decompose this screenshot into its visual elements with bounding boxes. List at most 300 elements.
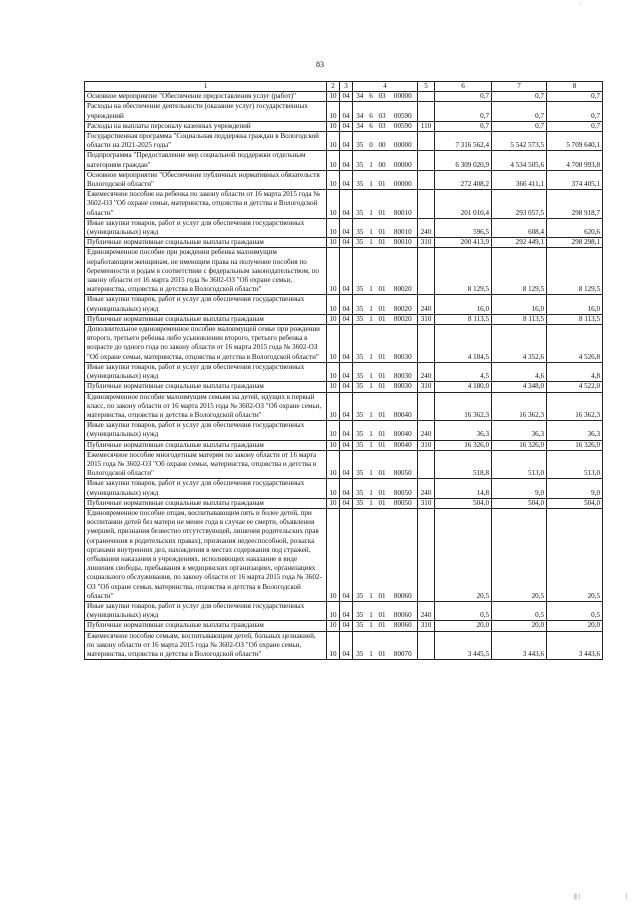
table-row xyxy=(85,151,603,170)
header-cell-8: 8 xyxy=(547,82,603,92)
cell-expense-type xyxy=(418,92,435,102)
cell-section: 10 xyxy=(327,248,340,295)
table-row xyxy=(85,248,603,295)
cell-name: Ежемесячное пособие семьям, воспитывающим детей, больных целиакией, по закону области от 16 марта 2015 года № 3602-ОЗ "Об охране семьи, материнства, отцовства и детства в Вологодской области" xyxy=(85,631,327,660)
cell-name: Ежемесячное пособие многодетным матерям по закону области от 16 марта 2015 года № 3602-ОЗ "Об охране семьи, материнства, отцовства и детства в Вологодской области" xyxy=(85,450,327,479)
cell-amount-2021: 20,5 xyxy=(435,508,492,601)
cell-target-program: 35 xyxy=(353,479,367,498)
cell-subsection: 04 xyxy=(340,631,353,660)
cell-name: Основное мероприятие "Обеспечение публичных нормативных обязательств Вологодской области" xyxy=(85,170,327,189)
cell-amount-2023: 0,5 xyxy=(547,601,603,620)
cell-section: 10 xyxy=(327,92,340,102)
cell-target-subprogram: 1 xyxy=(367,440,376,450)
cell-amount-2021: 518,8 xyxy=(435,450,492,479)
cell-expense-type: 310 xyxy=(418,238,435,248)
cell-target-event: 03 xyxy=(376,92,389,102)
cell-amount-2021: 7 316 562,4 xyxy=(435,132,492,151)
cell-target-event: 01 xyxy=(376,218,389,237)
cell-section: 10 xyxy=(327,621,340,631)
cell-name: Иные закупки товаров, работ и услуг для обеспечения государственных (муниципальных) нужд xyxy=(85,362,327,381)
cell-subsection: 04 xyxy=(340,325,353,363)
cell-subsection: 04 xyxy=(340,218,353,237)
cell-expense-type xyxy=(418,151,435,170)
cell-target-program: 35 xyxy=(353,498,367,508)
cell-amount-2023: 9,0 xyxy=(547,479,603,498)
cell-subsection: 04 xyxy=(340,190,353,219)
cell-target-program: 35 xyxy=(353,238,367,248)
cell-amount-2023: 4,8 xyxy=(547,362,603,381)
cell-target-event: 01 xyxy=(376,190,389,219)
cell-target-direction: 00590 xyxy=(389,102,418,121)
cell-target-event: 01 xyxy=(376,325,389,363)
cell-target-program: 34 xyxy=(353,92,367,102)
cell-target-subprogram: 6 xyxy=(367,102,376,121)
header-cell-5: 5 xyxy=(418,82,435,92)
table-row xyxy=(85,631,603,660)
cell-amount-2021: 8 113,5 xyxy=(435,314,492,324)
cell-amount-2021: 6 309 020,9 xyxy=(435,151,492,170)
cell-amount-2021: 272 408,2 xyxy=(435,170,492,189)
cell-target-event: 00 xyxy=(376,132,389,151)
cell-section: 10 xyxy=(327,314,340,324)
cell-section: 10 xyxy=(327,362,340,381)
cell-amount-2021: 0,7 xyxy=(435,121,492,131)
cell-amount-2022: 4 534 505,6 xyxy=(492,151,547,170)
cell-amount-2022: 36,3 xyxy=(492,421,547,440)
cell-target-direction: 80070 xyxy=(389,631,418,660)
cell-target-subprogram: 1 xyxy=(367,392,376,421)
cell-amount-2022: 20,5 xyxy=(492,508,547,601)
cell-amount-2023: 298 298,1 xyxy=(547,238,603,248)
cell-amount-2023: 504,0 xyxy=(547,498,603,508)
cell-target-program: 35 xyxy=(353,170,367,189)
cell-amount-2023: 0,7 xyxy=(547,92,603,102)
cell-subsection: 04 xyxy=(340,479,353,498)
cell-amount-2022: 16 326,0 xyxy=(492,440,547,450)
cell-target-subprogram: 1 xyxy=(367,248,376,295)
cell-target-subprogram: 6 xyxy=(367,92,376,102)
table-row xyxy=(85,92,603,102)
table-row xyxy=(85,382,603,392)
cell-amount-2021: 36,3 xyxy=(435,421,492,440)
header-cell-7: 7 xyxy=(492,82,547,92)
cell-target-event: 01 xyxy=(376,248,389,295)
cell-expense-type xyxy=(418,508,435,601)
cell-expense-type: 240 xyxy=(418,218,435,237)
cell-amount-2021: 0,7 xyxy=(435,102,492,121)
cell-amount-2022: 8 113,5 xyxy=(492,314,547,324)
cell-subsection: 04 xyxy=(340,392,353,421)
cell-target-direction: 80010 xyxy=(389,238,418,248)
cell-amount-2021: 14,8 xyxy=(435,479,492,498)
cell-target-event: 01 xyxy=(376,631,389,660)
cell-name: Публичные нормативные социальные выплаты гражданам xyxy=(85,238,327,248)
cell-expense-type: 310 xyxy=(418,498,435,508)
cell-section: 10 xyxy=(327,392,340,421)
cell-subsection: 04 xyxy=(340,314,353,324)
cell-target-event: 01 xyxy=(376,479,389,498)
cell-amount-2022: 16 362,3 xyxy=(492,392,547,421)
budget-table xyxy=(84,81,603,660)
header-cell-6: 6 xyxy=(435,82,492,92)
cell-expense-type xyxy=(418,325,435,363)
cell-target-subprogram: 1 xyxy=(367,621,376,631)
cell-target-subprogram: 1 xyxy=(367,314,376,324)
cell-amount-2023: 4 700 993,8 xyxy=(547,151,603,170)
cell-name: Ежемесячное пособие на ребенка по закону области от 16 марта 2015 года № 3602-ОЗ "Об охране семьи, материнства, отцовства и детства в Вологодской области" xyxy=(85,190,327,219)
cell-target-event: 01 xyxy=(376,621,389,631)
cell-name: Публичные нормативные социальные выплаты гражданам xyxy=(85,621,327,631)
cell-target-program: 35 xyxy=(353,362,367,381)
cell-subsection: 04 xyxy=(340,132,353,151)
table-row xyxy=(85,295,603,314)
scan-mark: · xyxy=(579,0,582,8)
cell-expense-type: 310 xyxy=(418,440,435,450)
cell-amount-2022: 0,5 xyxy=(492,601,547,620)
cell-amount-2023: 16 362,3 xyxy=(547,392,603,421)
cell-target-direction: 00000 xyxy=(389,151,418,170)
cell-subsection: 04 xyxy=(340,248,353,295)
cell-target-subprogram: 1 xyxy=(367,362,376,381)
cell-name: Единовременное пособие отцам, воспитывающим пять и более детей, при воспитании детей без матери не менее года в случае ее смерти, объявления умершей, признания безвестно отсутствующей, лишения родительских прав (ограничения в родительских правах), признания недееспособной, розыска органами внутренних дел, нахождения в местах содержания под стражей, отбывания наказания в учреждениях, исполняющих наказание в виде лишения свободы, пребывания в медицинских организациях, организациях социального обслуживания, по закону области от 16 марта 2015 года № 3602-ОЗ "Об охране семьи, материнства, отцовства и детства в Вологодской области" xyxy=(85,508,327,601)
cell-target-direction: 80060 xyxy=(389,508,418,601)
cell-target-event: 01 xyxy=(376,440,389,450)
cell-target-direction: 00000 xyxy=(389,170,418,189)
cell-target-direction: 80030 xyxy=(389,362,418,381)
cell-target-subprogram: 1 xyxy=(367,170,376,189)
cell-target-program: 35 xyxy=(353,450,367,479)
cell-subsection: 04 xyxy=(340,92,353,102)
cell-section: 10 xyxy=(327,450,340,479)
cell-target-direction: 80030 xyxy=(389,382,418,392)
cell-name: Публичные нормативные социальные выплаты гражданам xyxy=(85,498,327,508)
cell-target-direction: 80050 xyxy=(389,479,418,498)
cell-target-subprogram: 1 xyxy=(367,151,376,170)
table-row xyxy=(85,392,603,421)
cell-expense-type xyxy=(418,102,435,121)
cell-amount-2022: 0,7 xyxy=(492,121,547,131)
cell-target-subprogram: 1 xyxy=(367,421,376,440)
cell-target-event: 01 xyxy=(376,170,389,189)
cell-target-program: 35 xyxy=(353,190,367,219)
cell-name: Государственная программа "Социальная поддержка граждан в Вологодской области на 2021-2025 годы" xyxy=(85,132,327,151)
cell-target-event: 01 xyxy=(376,450,389,479)
cell-section: 10 xyxy=(327,170,340,189)
cell-target-program: 35 xyxy=(353,382,367,392)
cell-amount-2023: 8 129,5 xyxy=(547,248,603,295)
cell-subsection: 04 xyxy=(340,498,353,508)
cell-expense-type: 240 xyxy=(418,362,435,381)
table-row xyxy=(85,621,603,631)
cell-section: 10 xyxy=(327,631,340,660)
table-body xyxy=(85,92,603,660)
cell-target-subprogram: 1 xyxy=(367,238,376,248)
cell-amount-2023: 0,7 xyxy=(547,102,603,121)
cell-amount-2023: 20,5 xyxy=(547,508,603,601)
cell-name: Единовременное пособие малоимущим семьям на детей, идущих в первый класс, по закону области от 16 марта 2015 года № 3602-ОЗ "Об охране семьи, материнства, отцовства и детства в Вологодской области" xyxy=(85,392,327,421)
cell-expense-type: 310 xyxy=(418,621,435,631)
cell-target-direction: 80020 xyxy=(389,295,418,314)
cell-amount-2022: 4 352,6 xyxy=(492,325,547,363)
cell-target-program: 35 xyxy=(353,601,367,620)
cell-target-direction: 80040 xyxy=(389,392,418,421)
cell-amount-2022: 366 411,1 xyxy=(492,170,547,189)
cell-target-subprogram: 0 xyxy=(367,132,376,151)
cell-amount-2023: 36,3 xyxy=(547,421,603,440)
cell-subsection: 04 xyxy=(340,450,353,479)
cell-target-event: 01 xyxy=(376,314,389,324)
cell-amount-2022: 292 449,1 xyxy=(492,238,547,248)
cell-target-subprogram: 1 xyxy=(367,498,376,508)
cell-subsection: 04 xyxy=(340,102,353,121)
cell-amount-2021: 20,0 xyxy=(435,621,492,631)
header-cell-3: 3 xyxy=(340,82,353,92)
cell-target-direction: 80010 xyxy=(389,190,418,219)
cell-target-direction: 80020 xyxy=(389,314,418,324)
cell-target-subprogram: 1 xyxy=(367,218,376,237)
cell-subsection: 04 xyxy=(340,382,353,392)
cell-section: 10 xyxy=(327,151,340,170)
cell-target-event: 03 xyxy=(376,102,389,121)
cell-amount-2023: 3 443,6 xyxy=(547,631,603,660)
cell-target-event: 01 xyxy=(376,362,389,381)
cell-target-event: 00 xyxy=(376,151,389,170)
cell-expense-type xyxy=(418,450,435,479)
cell-target-program: 35 xyxy=(353,621,367,631)
scan-mark: | xyxy=(626,894,628,900)
cell-name: Иные закупки товаров, работ и услуг для обеспечения государственных (муниципальных) нужд xyxy=(85,421,327,440)
cell-target-direction: 00000 xyxy=(389,92,418,102)
cell-target-program: 35 xyxy=(353,392,367,421)
table-row xyxy=(85,421,603,440)
cell-section: 10 xyxy=(327,121,340,131)
cell-amount-2021: 201 010,4 xyxy=(435,190,492,219)
cell-subsection: 04 xyxy=(340,238,353,248)
cell-amount-2023: 298 918,7 xyxy=(547,190,603,219)
cell-target-direction: 80050 xyxy=(389,498,418,508)
cell-target-direction: 80040 xyxy=(389,421,418,440)
cell-target-program: 35 xyxy=(353,151,367,170)
cell-amount-2023: 5 709 640,1 xyxy=(547,132,603,151)
cell-target-direction: 80010 xyxy=(389,218,418,237)
cell-target-event: 01 xyxy=(376,238,389,248)
cell-expense-type xyxy=(418,631,435,660)
cell-amount-2023: 16 326,0 xyxy=(547,440,603,450)
cell-target-program: 34 xyxy=(353,121,367,131)
cell-subsection: 04 xyxy=(340,508,353,601)
cell-amount-2021: 0,5 xyxy=(435,601,492,620)
cell-name: Единовременное пособие при рождении ребенка малоимущим неработающим женщинам, не имеющим права на получение пособия по беременности и родам в соответствии с федеральным законодательством, по закону области от 16 марта 2015 года № 3602-ОЗ "Об охране семьи, материнства, отцовства и детства в Вологодской области" xyxy=(85,248,327,295)
cell-amount-2023: 4 526,8 xyxy=(547,325,603,363)
cell-subsection: 04 xyxy=(340,621,353,631)
cell-amount-2022: 4 348,0 xyxy=(492,382,547,392)
cell-section: 10 xyxy=(327,601,340,620)
table-row xyxy=(85,362,603,381)
cell-subsection: 04 xyxy=(340,440,353,450)
cell-amount-2023: 16,0 xyxy=(547,295,603,314)
cell-target-program: 35 xyxy=(353,248,367,295)
table-row xyxy=(85,190,603,219)
cell-amount-2022: 513,0 xyxy=(492,450,547,479)
cell-amount-2021: 0,7 xyxy=(435,92,492,102)
cell-target-event: 01 xyxy=(376,601,389,620)
cell-section: 10 xyxy=(327,508,340,601)
cell-amount-2021: 16 362,3 xyxy=(435,392,492,421)
cell-target-event: 01 xyxy=(376,498,389,508)
cell-expense-type: 310 xyxy=(418,382,435,392)
cell-target-subprogram: 1 xyxy=(367,295,376,314)
cell-target-subprogram: 1 xyxy=(367,631,376,660)
cell-target-program: 35 xyxy=(353,132,367,151)
cell-target-event: 03 xyxy=(376,121,389,131)
cell-amount-2023: 20,0 xyxy=(547,621,603,631)
scan-mark: ||| | xyxy=(574,894,581,900)
cell-target-subprogram: 1 xyxy=(367,601,376,620)
table-row xyxy=(85,325,603,363)
cell-target-program: 35 xyxy=(353,440,367,450)
cell-expense-type: 310 xyxy=(418,314,435,324)
cell-expense-type: 240 xyxy=(418,479,435,498)
cell-section: 10 xyxy=(327,190,340,219)
cell-section: 10 xyxy=(327,102,340,121)
cell-name: Иные закупки товаров, работ и услуг для обеспечения государственных (муниципальных) нужд xyxy=(85,479,327,498)
cell-subsection: 04 xyxy=(340,421,353,440)
cell-target-program: 35 xyxy=(353,631,367,660)
cell-target-event: 01 xyxy=(376,295,389,314)
cell-name: Расходы на обеспечение деятельности (оказание услуг) государственных учреждений xyxy=(85,102,327,121)
cell-amount-2022: 293 057,5 xyxy=(492,190,547,219)
cell-expense-type: 240 xyxy=(418,601,435,620)
cell-subsection: 04 xyxy=(340,170,353,189)
cell-name: Публичные нормативные социальные выплаты гражданам xyxy=(85,440,327,450)
cell-amount-2021: 596,5 xyxy=(435,218,492,237)
cell-target-subprogram: 6 xyxy=(367,121,376,131)
cell-target-subprogram: 1 xyxy=(367,382,376,392)
cell-expense-type xyxy=(418,392,435,421)
header-cell-2: 2 xyxy=(327,82,340,92)
cell-amount-2021: 16,0 xyxy=(435,295,492,314)
cell-amount-2022: 5 542 573,5 xyxy=(492,132,547,151)
cell-section: 10 xyxy=(327,382,340,392)
cell-target-event: 01 xyxy=(376,508,389,601)
cell-name: Расходы на выплаты персоналу казенных учреждений xyxy=(85,121,327,131)
table-row xyxy=(85,450,603,479)
cell-target-direction: 00590 xyxy=(389,121,418,131)
cell-section: 10 xyxy=(327,218,340,237)
table-row xyxy=(85,218,603,237)
cell-section: 10 xyxy=(327,479,340,498)
cell-section: 10 xyxy=(327,295,340,314)
cell-amount-2021: 8 129,5 xyxy=(435,248,492,295)
cell-amount-2023: 374 405,1 xyxy=(547,170,603,189)
cell-target-program: 34 xyxy=(353,102,367,121)
cell-amount-2021: 4 184,5 xyxy=(435,325,492,363)
cell-amount-2021: 200 413,9 xyxy=(435,238,492,248)
cell-amount-2023: 0,7 xyxy=(547,121,603,131)
cell-amount-2023: 513,0 xyxy=(547,450,603,479)
table-row xyxy=(85,440,603,450)
cell-name: Дополнительное единовременное пособие малоимущей семье при рождении второго, третьего ребенка либо усыновлении второго, третьего ребенка в возрасте до одного года по закону области от 16 марта 2015 года № 3602-ОЗ "Об охране семьи, материнства, отцовства и детства в Вологодской области" xyxy=(85,325,327,363)
cell-target-subprogram: 1 xyxy=(367,190,376,219)
cell-amount-2021: 3 445,5 xyxy=(435,631,492,660)
cell-section: 10 xyxy=(327,440,340,450)
cell-section: 10 xyxy=(327,498,340,508)
cell-target-direction: 80040 xyxy=(389,440,418,450)
header-cell-1: 1 xyxy=(85,82,327,92)
cell-name: Иные закупки товаров, работ и услуг для обеспечения государственных (муниципальных) нужд xyxy=(85,601,327,620)
cell-expense-type xyxy=(418,248,435,295)
cell-amount-2022: 0,7 xyxy=(492,102,547,121)
cell-section: 10 xyxy=(327,238,340,248)
cell-subsection: 04 xyxy=(340,121,353,131)
cell-target-program: 35 xyxy=(353,218,367,237)
cell-target-program: 35 xyxy=(353,314,367,324)
cell-expense-type: 110 xyxy=(418,121,435,131)
cell-target-direction: 80050 xyxy=(389,450,418,479)
cell-amount-2022: 8 129,5 xyxy=(492,248,547,295)
cell-amount-2021: 16 326,0 xyxy=(435,440,492,450)
cell-name: Публичные нормативные социальные выплаты гражданам xyxy=(85,382,327,392)
header-cell-4: 4 xyxy=(353,82,418,92)
cell-amount-2023: 4 522,0 xyxy=(547,382,603,392)
cell-target-direction: 80020 xyxy=(389,248,418,295)
header-row xyxy=(85,82,603,92)
cell-amount-2022: 16,0 xyxy=(492,295,547,314)
page-number: 83 xyxy=(316,60,324,69)
cell-target-direction: 00000 xyxy=(389,132,418,151)
table-row xyxy=(85,508,603,601)
cell-subsection: 04 xyxy=(340,601,353,620)
cell-amount-2022: 504,0 xyxy=(492,498,547,508)
cell-amount-2021: 4 180,0 xyxy=(435,382,492,392)
table-row xyxy=(85,170,603,189)
cell-name: Иные закупки товаров, работ и услуг для обеспечения государственных (муниципальных) нужд xyxy=(85,295,327,314)
table-row xyxy=(85,132,603,151)
table-row xyxy=(85,121,603,131)
cell-section: 10 xyxy=(327,132,340,151)
cell-name: Иные закупки товаров, работ и услуг для обеспечения государственных (муниципальных) нужд xyxy=(85,218,327,237)
cell-amount-2022: 0,7 xyxy=(492,92,547,102)
cell-target-subprogram: 1 xyxy=(367,325,376,363)
cell-amount-2021: 504,0 xyxy=(435,498,492,508)
cell-amount-2021: 4,5 xyxy=(435,362,492,381)
cell-expense-type: 240 xyxy=(418,295,435,314)
cell-expense-type xyxy=(418,170,435,189)
cell-amount-2023: 620,6 xyxy=(547,218,603,237)
cell-subsection: 04 xyxy=(340,151,353,170)
cell-target-event: 01 xyxy=(376,382,389,392)
cell-name: Подпрограмма "Предоставление мер социальной поддержки отдельным категориям граждан" xyxy=(85,151,327,170)
cell-target-program: 35 xyxy=(353,421,367,440)
cell-target-program: 35 xyxy=(353,325,367,363)
table-row xyxy=(85,498,603,508)
cell-target-direction: 80030 xyxy=(389,325,418,363)
cell-target-subprogram: 1 xyxy=(367,450,376,479)
cell-target-program: 35 xyxy=(353,295,367,314)
cell-name: Основное мероприятие "Обеспечение предоставления услуг (работ)" xyxy=(85,92,327,102)
cell-expense-type xyxy=(418,190,435,219)
cell-subsection: 04 xyxy=(340,295,353,314)
cell-amount-2022: 20,0 xyxy=(492,621,547,631)
cell-amount-2023: 8 113,5 xyxy=(547,314,603,324)
cell-expense-type: 240 xyxy=(418,421,435,440)
cell-target-direction: 80060 xyxy=(389,601,418,620)
cell-target-event: 01 xyxy=(376,421,389,440)
table-row xyxy=(85,238,603,248)
cell-target-direction: 80060 xyxy=(389,621,418,631)
cell-section: 10 xyxy=(327,325,340,363)
table-row xyxy=(85,102,603,121)
